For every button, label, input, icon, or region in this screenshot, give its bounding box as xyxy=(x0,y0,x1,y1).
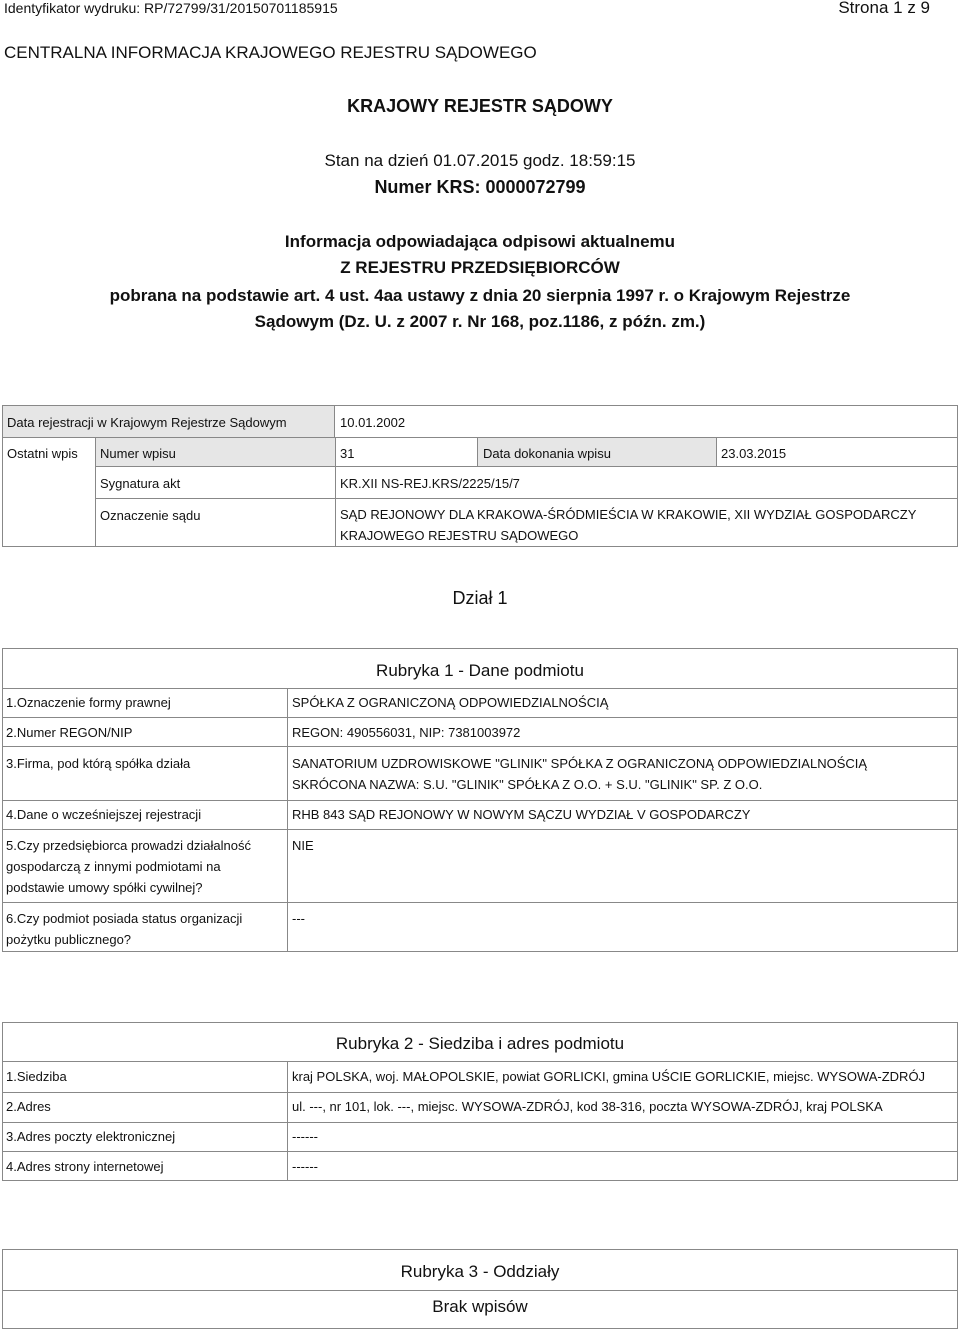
row-value: SKRÓCONA NAZWA: S.U. "GLINIK" SPÓŁKA Z O.O. + S.U. "GLINIK" SP. Z O.O. xyxy=(292,777,763,792)
court-value-cell xyxy=(335,498,958,547)
court-label-cell xyxy=(95,498,336,547)
entry-number-label-cell xyxy=(95,437,336,467)
row-value: --- xyxy=(292,911,305,926)
row-label: 1.Siedziba xyxy=(6,1069,67,1084)
last-entry-label-cell xyxy=(2,437,96,547)
row-label: 3.Firma, pod którą spółka działa xyxy=(6,756,191,771)
row-label: 5.Czy przedsiębiorca prowadzi działalność xyxy=(6,838,251,853)
row-value: SPÓŁKA Z OGRANICZONĄ ODPOWIEDZIALNOŚCIĄ xyxy=(292,695,609,710)
entry-number-label: Numer wpisu xyxy=(100,446,176,461)
signature-label: Sygnatura akt xyxy=(100,476,181,491)
row-value: NIE xyxy=(292,838,314,853)
entry-date-label: Data dokonania wpisu xyxy=(483,446,611,461)
page-number: Strona 1 z 9 xyxy=(838,0,930,17)
row-label: 4.Dane o wcześniejszej rejestracji xyxy=(6,807,202,822)
krs-number: Numer KRS: 0000072799 xyxy=(374,177,586,197)
court-value-line-1: SĄD REJONOWY DLA KRAKOWA-ŚRÓDMIEŚCIA W KRAKOWIE, XII WYDZIAŁ GOSPODARCZY xyxy=(340,507,917,522)
signature-value-cell xyxy=(335,466,958,499)
rubric-1-title: Rubryka 1 - Dane podmiotu xyxy=(376,661,584,680)
state-date: Stan na dzień 01.07.2015 godz. 18:59:15 xyxy=(324,151,636,170)
court-label: Oznaczenie sądu xyxy=(100,508,201,523)
info-line-2: Z REJESTRU PRZEDSIĘBIORCÓW xyxy=(340,258,620,277)
rubric-2-title: Rubryka 2 - Siedziba i adres podmiotu xyxy=(335,1034,625,1053)
legal-basis-line-2: Sądowym (Dz. U. z 2007 r. Nr 168, poz.1186, z późn. zm.) xyxy=(254,312,706,331)
reg-date-label: Data rejestracji w Krajowym Rejestrze Sądowym xyxy=(7,415,287,430)
row-value: REGON: 490556031, NIP: 7381003972 xyxy=(292,725,521,740)
court-value-line-2: KRAJOWEGO REJESTRU SĄDOWEGO xyxy=(340,528,579,543)
print-identifier: Identyfikator wydruku: RP/72799/31/20150701185915 xyxy=(4,0,338,16)
entry-date-value-cell xyxy=(716,437,958,467)
legal-basis-line-1: pobrana na podstawie art. 4 ust. 4aa ustawy z dnia 20 sierpnia 1997 r. o Krajowym Rejestrze xyxy=(109,286,851,305)
row-label: 3.Adres poczty elektronicznej xyxy=(6,1129,176,1144)
reg-date-value-cell xyxy=(335,405,958,438)
row-value: ------ xyxy=(292,1159,318,1174)
document-title: KRAJOWY REJESTR SĄDOWY xyxy=(347,96,613,116)
reg-date-label-cell xyxy=(2,405,335,438)
institution-name: CENTRALNA INFORMACJA KRAJOWEGO REJESTRU SĄDOWEGO xyxy=(4,43,537,62)
row-label: 6.Czy podmiot posiada status organizacji xyxy=(6,911,243,926)
entry-date-label-cell xyxy=(477,437,717,467)
rubric-3-box xyxy=(2,1249,958,1329)
entry-number-value-cell xyxy=(335,437,478,467)
rubric-3-empty-text: Brak wpisów xyxy=(432,1297,528,1316)
signature-value: KR.XII NS-REJ.KRS/2225/15/7 xyxy=(340,476,520,491)
row-value: SANATORIUM UZDROWISKOWE "GLINIK" SPÓŁKA Z OGRANICZONĄ ODPOWIEDZIALNOŚCIĄ xyxy=(292,756,868,771)
row-value: ------ xyxy=(292,1129,318,1144)
last-entry-label: Ostatni wpis xyxy=(7,446,78,461)
entry-number-value: 31 xyxy=(340,446,355,461)
info-line-1: Informacja odpowiadająca odpisowi aktualnemu xyxy=(284,232,676,251)
rubric-3-title: Rubryka 3 - Oddziały xyxy=(400,1262,560,1281)
row-label: 2.Numer REGON/NIP xyxy=(6,725,133,740)
row-label: pożytku publicznego? xyxy=(6,932,132,947)
row-label: 2.Adres xyxy=(6,1099,51,1114)
row-label: podstawie umowy spółki cywilnej? xyxy=(6,880,203,895)
row-label: 4.Adres strony internetowej xyxy=(6,1159,164,1174)
entry-date-value: 23.03.2015 xyxy=(721,446,787,461)
row-value: ul. ---, nr 101, lok. ---, miejsc. WYSOWA-ZDRÓJ, kod 38-316, poczta WYSOWA-ZDRÓJ, kraj POLSKA xyxy=(292,1099,883,1114)
row-label: gospodarczą z innymi podmiotami na xyxy=(6,859,221,874)
signature-label-cell xyxy=(95,466,336,499)
section-title: Dział 1 xyxy=(452,588,508,608)
reg-date-value: 10.01.2002 xyxy=(340,415,406,430)
row-value: RHB 843 SĄD REJONOWY W NOWYM SĄCZU WYDZIAŁ V GOSPODARCZY xyxy=(292,807,751,822)
row-value: kraj POLSKA, woj. MAŁOPOLSKIE, powiat GORLICKI, gmina UŚCIE GORLICKIE, miejsc. WYSOWA-ZDRÓJ xyxy=(292,1069,926,1084)
row-label: 1.Oznaczenie formy prawnej xyxy=(6,695,171,710)
